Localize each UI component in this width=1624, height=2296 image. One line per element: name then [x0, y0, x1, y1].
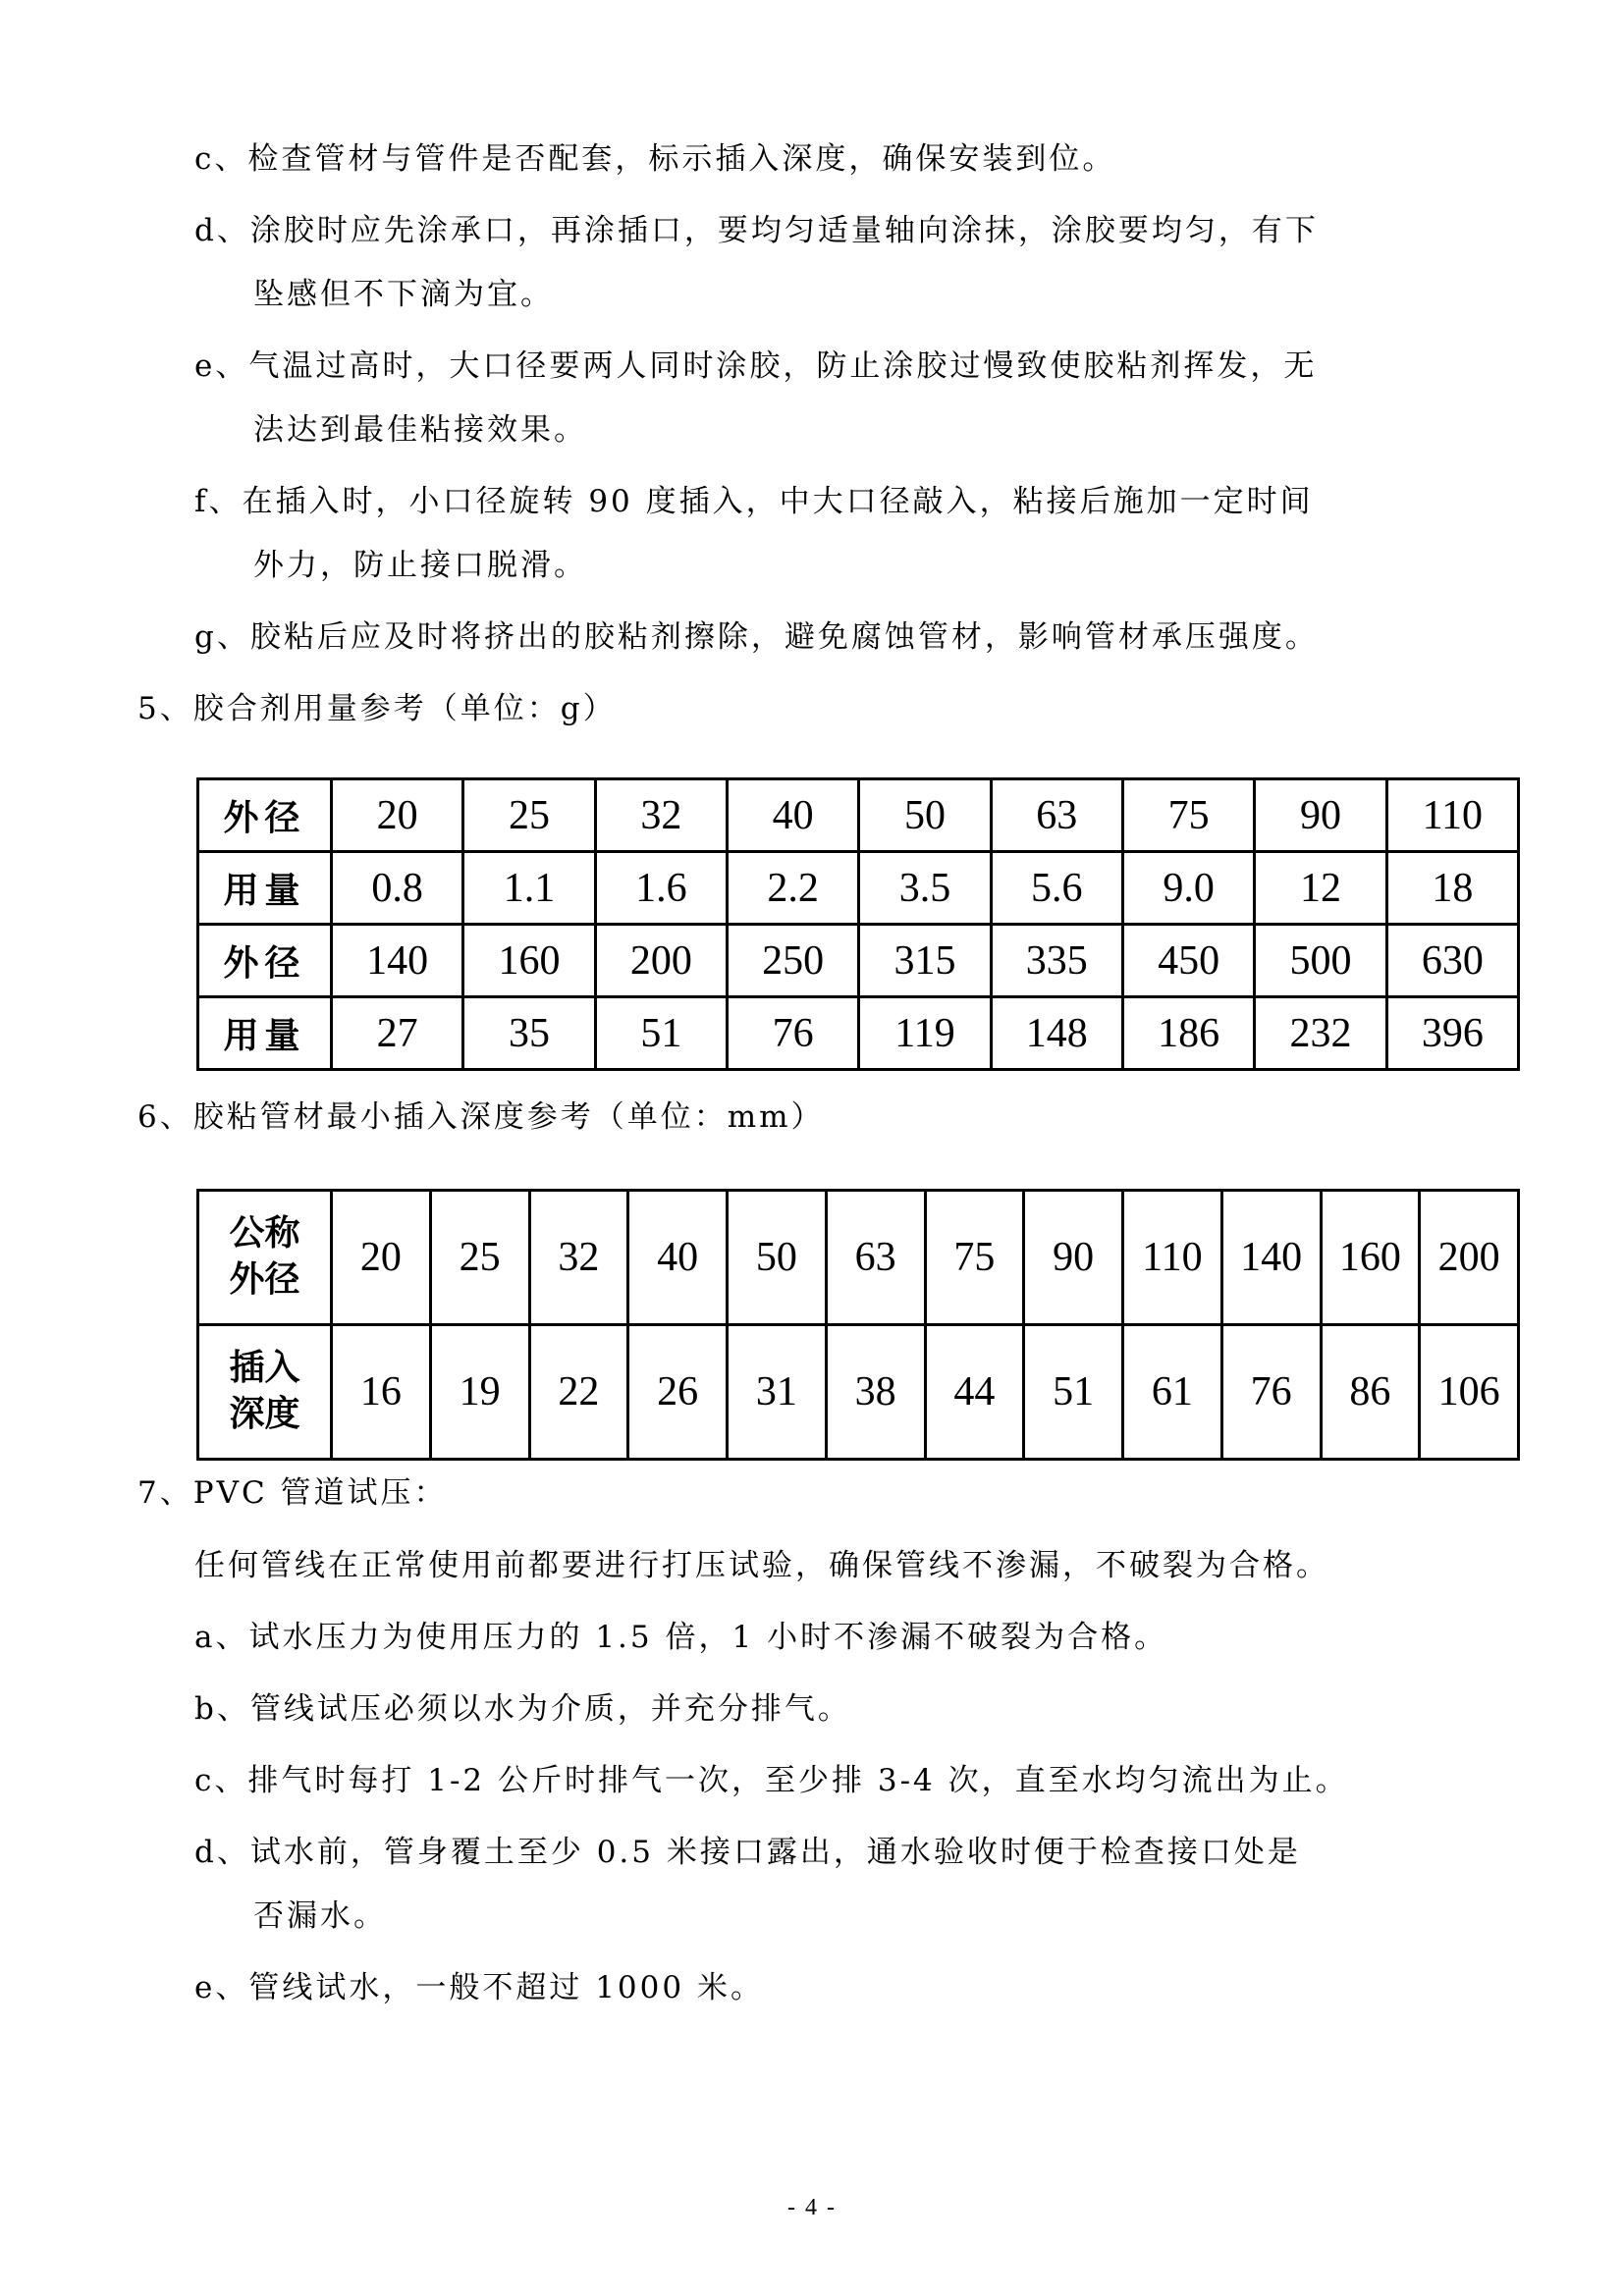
- table-cell: 22: [529, 1325, 628, 1460]
- table-cell: 450: [1122, 925, 1254, 997]
- table-cell: 90: [1255, 779, 1386, 852]
- table-cell: 140: [1221, 1191, 1321, 1325]
- table-cell: 76: [1221, 1325, 1321, 1460]
- section6-heading: 6、胶粘管材最小插入深度参考（单位：mm）: [137, 1099, 825, 1135]
- row-label-outer-diameter: 外径: [198, 779, 332, 852]
- page-number: - 4 -: [787, 2195, 837, 2220]
- item-d-text-line2: 否漏水。: [253, 1898, 387, 1934]
- table-row: [198, 1191, 1519, 1325]
- row-label-insertion-depth: [198, 1325, 332, 1460]
- table-cell: 12: [1255, 852, 1386, 925]
- table-cell: 40: [628, 1191, 728, 1325]
- table-row: [198, 997, 1519, 1070]
- table-cell: 186: [1122, 997, 1254, 1070]
- item-g-text: g、胶粘后应及时将挤出的胶粘剂擦除，避免腐蚀管材，影响管材承压强度。: [194, 619, 1319, 655]
- table-row: [198, 779, 1519, 852]
- table-cell: 106: [1420, 1325, 1519, 1460]
- table-row: [198, 925, 1519, 997]
- table-cell: 20: [332, 779, 463, 852]
- table-cell: 63: [826, 1191, 925, 1325]
- item-b-text: b、管线试压必须以水为介质，并充分排气。: [194, 1691, 851, 1727]
- table-cell: 86: [1321, 1325, 1420, 1460]
- insertion-depth-table: [196, 1189, 1520, 1461]
- table-cell: 200: [595, 925, 727, 997]
- table-cell: 3.5: [859, 852, 991, 925]
- table-cell: 16: [332, 1325, 431, 1460]
- item-e-text: e、管线试水，一般不超过 1000 米。: [194, 1970, 764, 2005]
- table-cell: 44: [925, 1325, 1024, 1460]
- row-label-usage: 用量: [198, 852, 332, 925]
- row-label-outer-diameter: 外径: [198, 925, 332, 997]
- table-cell: 630: [1386, 925, 1518, 997]
- table-cell: 50: [859, 779, 991, 852]
- table-row: [198, 1325, 1519, 1460]
- item-a-text: a、试水压力为使用压力的 1.5 倍，1 小时不渗漏不破裂为合格。: [194, 1620, 1168, 1655]
- table-cell: 75: [925, 1191, 1024, 1325]
- table-cell: 119: [859, 997, 991, 1070]
- table-cell: 75: [1122, 779, 1254, 852]
- table-cell: 1.1: [463, 852, 595, 925]
- item-e-text-line1: e、气温过高时，大口径要两人同时涂胶，防止涂胶过慢致使胶粘剂挥发，无: [194, 348, 1318, 384]
- item-e-text-line2: 法达到最佳粘接效果。: [253, 412, 587, 448]
- item-f-text-line1: f、在插入时，小口径旋转 90 度插入，中大口径敲入，粘接后施加一定时间: [194, 484, 1314, 519]
- table-cell: 232: [1255, 997, 1386, 1070]
- table-cell: 51: [1024, 1325, 1123, 1460]
- table-cell: 500: [1255, 925, 1386, 997]
- table-cell: 9.0: [1122, 852, 1254, 925]
- table-cell: 315: [859, 925, 991, 997]
- table-cell: 335: [991, 925, 1122, 997]
- table-cell: 110: [1123, 1191, 1222, 1325]
- item-c-text: c、排气时每打 1-2 公斤时排气一次，至少排 3-4 次，直至水均匀流出为止。: [194, 1763, 1349, 1798]
- table-cell: 32: [595, 779, 727, 852]
- row-label-nominal-diameter: [198, 1191, 332, 1325]
- section7-intro-text: 任何管线在正常使用前都要进行打压试验，确保管线不渗漏，不破裂为合格。: [194, 1548, 1329, 1583]
- item-c-text: c、检查管材与管件是否配套，标示插入深度，确保安装到位。: [194, 141, 1116, 177]
- table-cell: 90: [1024, 1191, 1123, 1325]
- table-cell: 148: [991, 997, 1122, 1070]
- item-d-text-line2: 坠感但不下滴为宜。: [253, 277, 554, 312]
- table-cell: 32: [529, 1191, 628, 1325]
- table-cell: 51: [595, 997, 727, 1070]
- row-label-line: 公称: [229, 1213, 300, 1255]
- row-label-line: 插入: [229, 1348, 300, 1389]
- table-cell: 25: [463, 779, 595, 852]
- section5-heading: 5、胶合剂用量参考（单位：g）: [137, 691, 617, 726]
- table-row: [198, 852, 1519, 925]
- section7-heading: 7、PVC 管道试压：: [137, 1475, 448, 1511]
- table-cell: 38: [826, 1325, 925, 1460]
- table-cell: 35: [463, 997, 595, 1070]
- table-cell: 50: [728, 1191, 827, 1325]
- table-cell: 200: [1420, 1191, 1519, 1325]
- item-d-text-line1: d、试水前，管身覆土至少 0.5 米接口露出，通水验收时便于检查接口处是: [194, 1835, 1301, 1870]
- table-cell: 396: [1386, 997, 1518, 1070]
- table-cell: 19: [430, 1325, 529, 1460]
- row-label-line: 外径: [229, 1259, 300, 1300]
- table-cell: 1.6: [595, 852, 727, 925]
- table-cell: 2.2: [727, 852, 858, 925]
- table-cell: 61: [1123, 1325, 1222, 1460]
- table-cell: 18: [1386, 852, 1518, 925]
- table-cell: 40: [727, 779, 858, 852]
- table-cell: 140: [332, 925, 463, 997]
- table-cell: 110: [1386, 779, 1518, 852]
- table-cell: 25: [430, 1191, 529, 1325]
- table-cell: 250: [727, 925, 858, 997]
- adhesive-usage-table: [196, 777, 1520, 1071]
- row-label-usage: 用量: [198, 997, 332, 1070]
- table-cell: 0.8: [332, 852, 463, 925]
- table-cell: 160: [463, 925, 595, 997]
- item-d-text-line1: d、涂胶时应先涂承口，再涂插口，要均匀适量轴向涂抹，涂胶要均匀，有下: [194, 213, 1319, 248]
- table-cell: 26: [628, 1325, 728, 1460]
- table-cell: 160: [1321, 1191, 1420, 1325]
- table-cell: 27: [332, 997, 463, 1070]
- table-cell: 20: [332, 1191, 431, 1325]
- table-cell: 5.6: [991, 852, 1122, 925]
- table-cell: 31: [728, 1325, 827, 1460]
- row-label-line: 深度: [229, 1394, 300, 1434]
- table-cell: 76: [727, 997, 858, 1070]
- item-f-text-line2: 外力，防止接口脱滑。: [253, 548, 587, 583]
- table-cell: 63: [991, 779, 1122, 852]
